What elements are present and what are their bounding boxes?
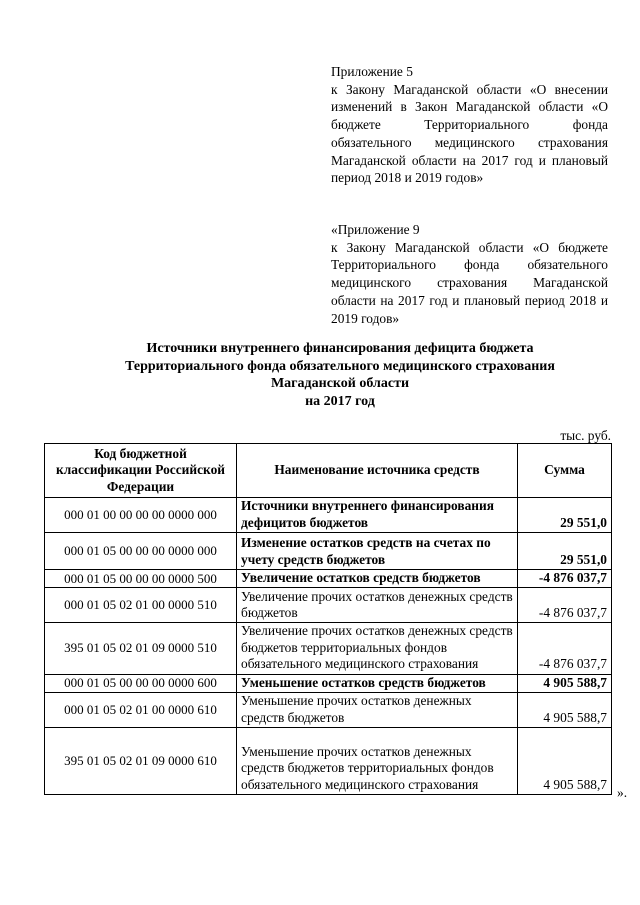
row-sum: 29 551,0 (518, 533, 612, 570)
header-name: Наименование источника средств (237, 444, 518, 498)
annex-9-note (331, 221, 608, 327)
document-title (60, 340, 620, 410)
closing-quote: ». (617, 785, 628, 800)
title-line: Магаданской области (270, 376, 410, 391)
table-row (45, 674, 612, 692)
annex-5-heading: Приложение 5 (331, 64, 413, 79)
row-code: 395 01 05 02 01 09 0000 610 (45, 728, 237, 795)
row-name: Увеличение прочих остатков денежных средств бюджетов (237, 588, 518, 623)
annex-5-note (331, 63, 608, 187)
row-code: 395 01 05 02 01 09 0000 510 (45, 623, 237, 674)
row-name: Уменьшение прочих остатков денежных средств бюджетов (237, 693, 518, 728)
row-sum: -4 876 037,7 (518, 623, 612, 674)
row-code: 000 01 05 02 01 00 0000 610 (45, 693, 237, 728)
row-name: Уменьшение остатков средств бюджетов (237, 674, 518, 692)
table-header-row (45, 444, 612, 498)
title-line: Территориального фонда обязательного медицинского страхования (125, 358, 555, 374)
row-sum: -4 876 037,7 (518, 588, 612, 623)
annex-5-body: к Закону Магаданской области «О внесении изменений в Закон Магаданской области «О бюджете Территориального фонда обязательного медицинского страхования Магаданской области на 2017 год и плановый период 2018 и 2019 годов» (331, 81, 608, 186)
table-row (45, 728, 612, 795)
table-row (45, 588, 612, 623)
table-row (45, 623, 612, 674)
row-name: Увеличение остатков средств бюджетов (237, 570, 518, 588)
row-code: 000 01 00 00 00 00 0000 000 (45, 498, 237, 533)
row-code: 000 01 05 00 00 00 0000 500 (45, 570, 237, 588)
annex-9-body: к Закону Магаданской области «О бюджете Территориального фонда обязательного медицинского страхования Магаданской области на 2017 год и плановый период 2018 и 2019 годов» (331, 239, 608, 326)
table-row (45, 498, 612, 533)
table-row (45, 693, 612, 728)
row-sum: -4 876 037,7 (518, 570, 612, 588)
unit-label: тыс. руб. (560, 428, 611, 443)
row-name: Источники внутреннего финансирования дефицитов бюджетов (237, 498, 518, 533)
header-code: Код бюджетной классификации Российской Федерации (45, 444, 237, 498)
row-sum: 29 551,0 (518, 498, 612, 533)
row-name: Увеличение прочих остатков денежных средств бюджетов территориальных фондов обязательного медицинского страхования (237, 623, 518, 674)
row-name: Уменьшение прочих остатков денежных средств бюджетов территориальных фондов обязательного медицинского страхования (237, 728, 518, 795)
table-row (45, 570, 612, 588)
row-sum: 4 905 588,7 (518, 674, 612, 692)
row-code: 000 01 05 02 01 00 0000 510 (45, 588, 237, 623)
header-sum: Сумма (518, 444, 612, 498)
row-sum: 4 905 588,7 (518, 728, 612, 795)
row-code: 000 01 05 00 00 00 0000 600 (45, 674, 237, 692)
row-sum: 4 905 588,7 (518, 693, 612, 728)
row-code: 000 01 05 00 00 00 0000 000 (45, 533, 237, 570)
budget-sources-table (44, 443, 612, 795)
title-line: Источники внутреннего финансирования дефицита бюджета (146, 341, 534, 356)
table-row (45, 533, 612, 570)
row-name: Изменение остатков средств на счетах по учету средств бюджетов (237, 533, 518, 570)
annex-9-heading: «Приложение 9 (331, 222, 420, 237)
title-line: на 2017 год (305, 393, 375, 409)
